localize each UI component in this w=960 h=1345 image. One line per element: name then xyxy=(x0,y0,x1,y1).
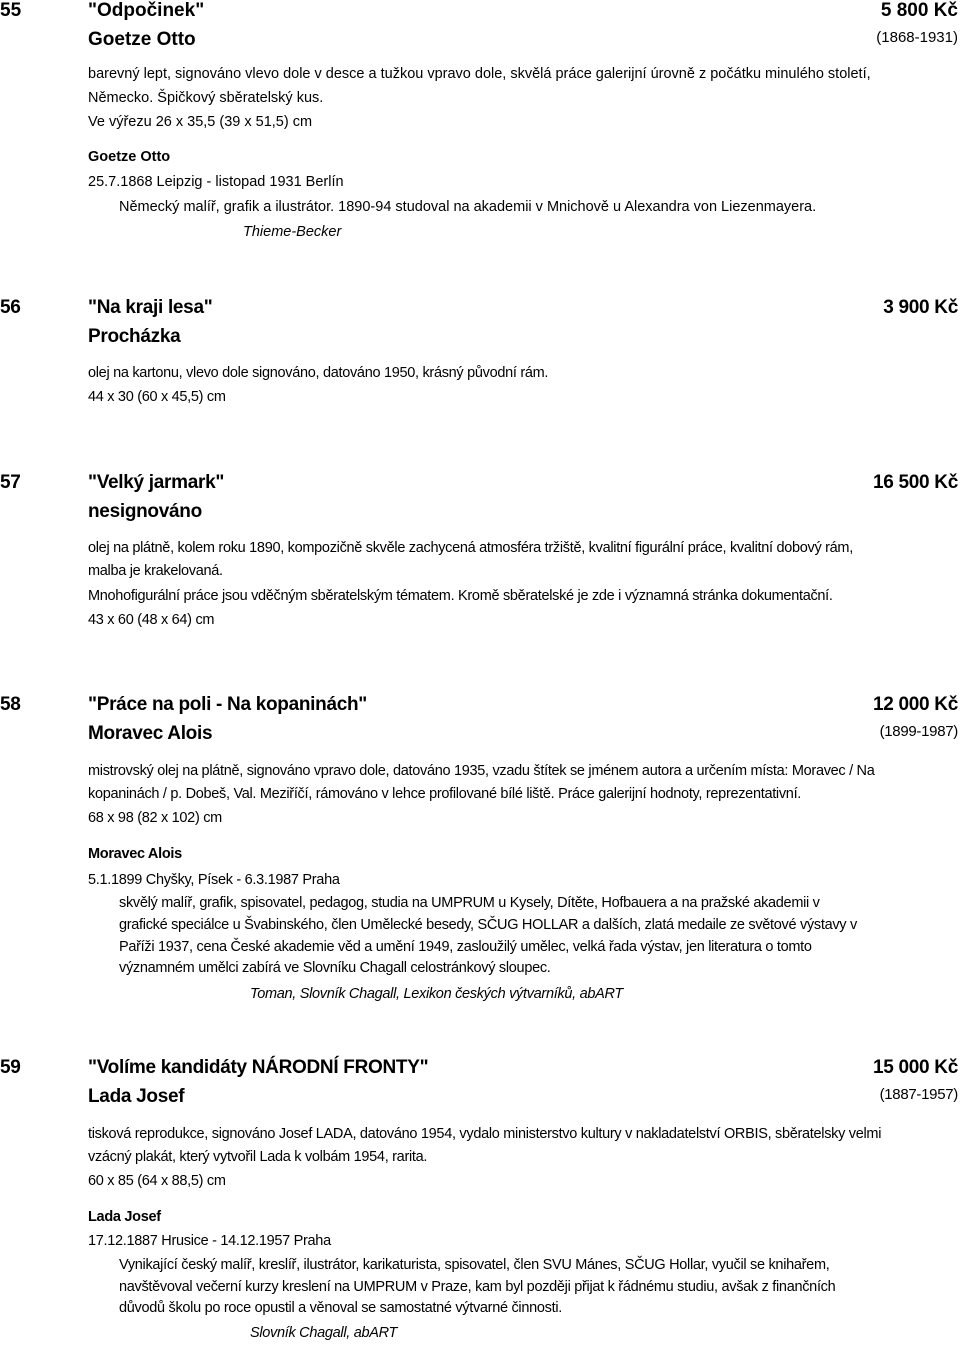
description-line: vzácný plakát, který vytvořil Lada k volbám 1954, rarita. xyxy=(88,1149,428,1165)
author-dates: (1887-1957) xyxy=(879,1086,958,1103)
bio-text-line: navštěvoval večerní kurzy kreslení na UMPRUM v Praze, kam byl později přijat k řádnému studiu, avšak z finančních xyxy=(119,1279,836,1295)
lot-price: 3 900 Kč xyxy=(883,297,958,318)
description-line: 44 x 30 (60 x 45,5) cm xyxy=(88,389,226,405)
description-line: 60 x 85 (64 x 88,5) cm xyxy=(88,1173,226,1189)
description-line: tisková reprodukce, signováno Josef LADA, datováno 1954, vydalo ministerstvo kultury v nakladatelství ORBIS, sběratelsky velmi xyxy=(88,1126,882,1142)
description-line: olej na kartonu, vlevo dole signováno, datováno 1950, krásný původní rám. xyxy=(88,365,549,381)
description-line: malba je krakelovaná. xyxy=(88,563,223,579)
bio-text-line: Vynikající český malíř, kreslíř, ilustrátor, karikaturista, spisovatel, člen SVU Mánes, SČUG Hollar, vyučil se knihařem, xyxy=(119,1257,830,1273)
lot-number: 56 xyxy=(0,297,21,318)
description-line: Mnohofigurální práce jsou vděčným sběratelským tématem. Kromě sběratelské je zde i významná stránka dokumentační. xyxy=(88,588,833,604)
lot-number: 58 xyxy=(0,694,21,715)
bio-name: Lada Josef xyxy=(88,1209,161,1225)
bio-source: Slovník Chagall, abART xyxy=(250,1325,398,1341)
description-line: olej na plátně, kolem roku 1890, kompozičně skvěle zachycená atmosféra tržiště, kvalitní figurální práce, kvalitní dobový rám, xyxy=(88,540,853,556)
description-line: kopaninách / p. Dobeš, Val. Meziříčí, rámováno v lehce profilované bílé liště. Práce galerijní hodnoty, reprezentativní. xyxy=(88,786,802,802)
bio-text-line: důvodů školu po roce opustil a věnoval se samostatné výtvarné činnosti. xyxy=(119,1300,562,1316)
bio-source: Thieme-Becker xyxy=(243,224,342,240)
lot-number: 59 xyxy=(0,1057,21,1078)
description-line: Ve výřezu 26 x 35,5 (39 x 51,5) cm xyxy=(88,114,313,130)
lot-author: Goetze Otto xyxy=(88,29,196,50)
author-dates: (1868-1931) xyxy=(876,29,958,46)
bio-text-line: Paříži 1937, cena České akademie věd a umění 1949, zasloužilý umělec, velká řada výstav, jen literatura o tomto xyxy=(119,939,812,955)
description-line: mistrovský olej na plátně, signováno vpravo dole, datováno 1935, vzadu štítek se jménem autora a určením místa: Moravec / Na xyxy=(88,763,875,779)
lot-title: "Na kraji lesa" xyxy=(88,297,213,318)
lot-title: "Práce na poli - Na kopaninách" xyxy=(88,694,368,715)
bio-life: 5.1.1899 Chyšky, Písek - 6.3.1987 Praha xyxy=(88,872,340,888)
bio-name: Moravec Alois xyxy=(88,846,182,862)
lot-price: 16 500 Kč xyxy=(873,472,958,493)
lot-author: nesignováno xyxy=(88,501,202,522)
bio-source: Toman, Slovník Chagall, Lexikon českých výtvarníků, abART xyxy=(250,986,623,1002)
lot-author: Moravec Alois xyxy=(88,723,213,744)
lot-number: 57 xyxy=(0,472,21,493)
description-line: 43 x 60 (48 x 64) cm xyxy=(88,612,215,628)
lot-price: 15 000 Kč xyxy=(873,1057,958,1078)
author-dates: (1899-1987) xyxy=(879,723,958,740)
description-line: Německo. Špičkový sběratelský kus. xyxy=(88,90,324,106)
lot-number: 55 xyxy=(0,0,22,21)
lot-title: "Volíme kandidáty NÁRODNÍ FRONTY" xyxy=(88,1057,429,1078)
bio-text-line: grafické speciálce u Švabinského, člen Umělecké besedy, SČUG HOLLAR a dalších, zlatá medaile ze světové výstavy v xyxy=(119,917,857,933)
bio-text-line: skvělý malíř, grafik, spisovatel, pedagog, studia na UMPRUM u Kysely, Dítěte, Hofbauera a na pražské akademii v xyxy=(119,895,820,911)
lot-price: 5 800 Kč xyxy=(880,0,958,21)
lot-title: "Velký jarmark" xyxy=(88,472,225,493)
bio-life: 25.7.1868 Leipzig - listopad 1931 Berlín xyxy=(88,174,344,190)
lot-author: Procházka xyxy=(88,326,181,347)
bio-name: Goetze Otto xyxy=(88,149,171,165)
lot-price: 12 000 Kč xyxy=(873,694,958,715)
bio-text-line: Německý malíř, grafik a ilustrátor. 1890-94 studoval na akademii v Mnichově u Alexandra von Liezenmayera. xyxy=(119,199,817,215)
bio-life: 17.12.1887 Hrusice - 14.12.1957 Praha xyxy=(88,1233,331,1249)
description-line: 68 x 98 (82 x 102) cm xyxy=(88,810,222,826)
lot-title: "Odpočinek" xyxy=(88,0,205,21)
description-line: barevný lept, signováno vlevo dole v desce a tužkou vpravo dole, skvělá práce galerijní úrovně z počátku minulého století, xyxy=(88,66,871,82)
lot-author: Lada Josef xyxy=(88,1086,185,1107)
bio-text-line: významném umělci zabírá ve Slovníku Chagall celostránkový sloupec. xyxy=(119,960,551,976)
